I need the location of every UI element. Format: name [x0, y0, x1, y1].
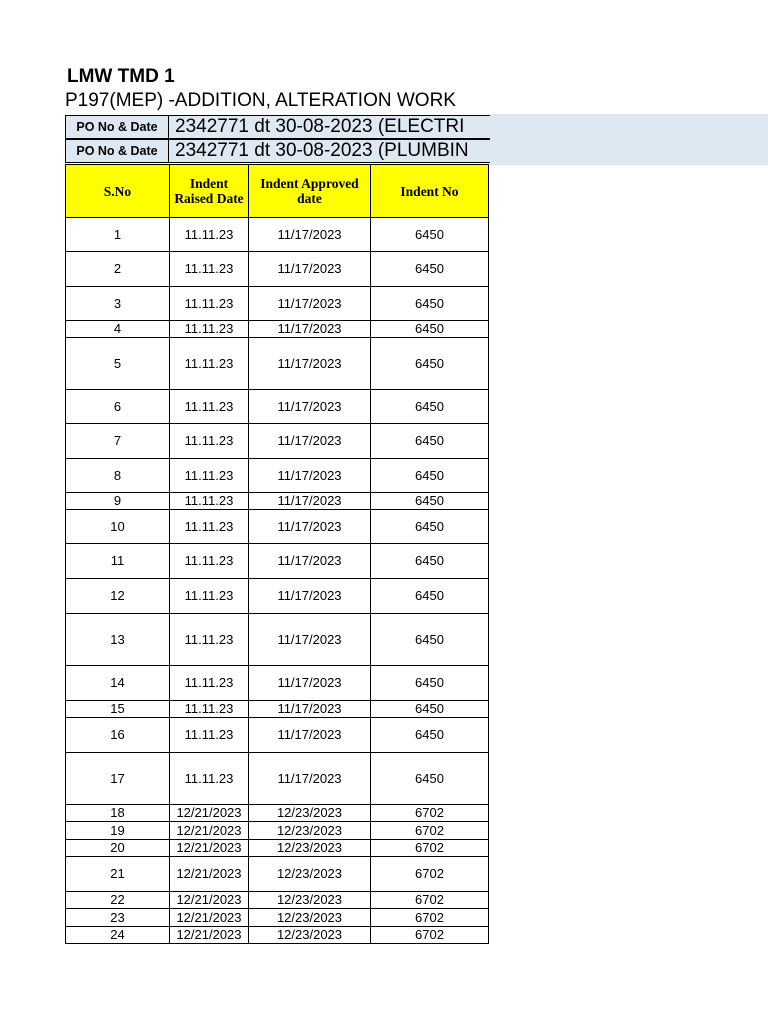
- sheet-subtitle: P197(MEP) -ADDITION, ALTERATION WORK: [65, 90, 456, 111]
- cell-approved-date: 11/17/2023: [249, 579, 371, 614]
- table-row: [66, 718, 489, 753]
- cell-sno: 15: [66, 701, 170, 718]
- po-band-fill: [490, 114, 768, 140]
- cell-raised-date: 11.11.23: [170, 493, 249, 510]
- cell-sno: 23: [66, 909, 170, 927]
- cell-approved-date: 11/17/2023: [249, 718, 371, 753]
- cell-approved-date: 11/17/2023: [249, 459, 371, 493]
- cell-sno: 1: [66, 218, 170, 252]
- cell-indent-no: 6450: [371, 390, 489, 424]
- cell-sno: 12: [66, 579, 170, 614]
- cell-approved-date: 11/17/2023: [249, 614, 371, 666]
- cell-raised-date: 12/21/2023: [170, 892, 249, 909]
- cell-raised-date: 12/21/2023: [170, 909, 249, 927]
- indent-table: [65, 164, 489, 944]
- cell-raised-date: 11.11.23: [170, 718, 249, 753]
- cell-sno: 16: [66, 718, 170, 753]
- col-header-indent-no: Indent No: [371, 165, 489, 218]
- cell-sno: 6: [66, 390, 170, 424]
- cell-approved-date: 11/17/2023: [249, 321, 371, 338]
- cell-raised-date: 12/21/2023: [170, 927, 249, 944]
- table-row: [66, 805, 489, 822]
- cell-indent-no: 6450: [371, 510, 489, 544]
- table-row: [66, 701, 489, 718]
- cell-sno: 22: [66, 892, 170, 909]
- table-header-row: [66, 165, 489, 218]
- cell-sno: 17: [66, 753, 170, 805]
- cell-raised-date: 11.11.23: [170, 753, 249, 805]
- table-row: [66, 666, 489, 701]
- cell-sno: 10: [66, 510, 170, 544]
- cell-sno: 4: [66, 321, 170, 338]
- cell-sno: 5: [66, 338, 170, 390]
- cell-sno: 20: [66, 840, 170, 857]
- cell-indent-no: 6450: [371, 218, 489, 252]
- cell-raised-date: 12/21/2023: [170, 857, 249, 892]
- cell-approved-date: 12/23/2023: [249, 909, 371, 927]
- cell-indent-no: 6450: [371, 287, 489, 321]
- cell-raised-date: 11.11.23: [170, 338, 249, 390]
- table-row: [66, 459, 489, 493]
- cell-raised-date: 11.11.23: [170, 218, 249, 252]
- cell-raised-date: 11.11.23: [170, 510, 249, 544]
- cell-approved-date: 11/17/2023: [249, 424, 371, 459]
- po-label: PO No & Date: [65, 115, 169, 139]
- cell-sno: 14: [66, 666, 170, 701]
- cell-raised-date: 11.11.23: [170, 252, 249, 287]
- table-row: [66, 338, 489, 390]
- cell-sno: 9: [66, 493, 170, 510]
- table-row: [66, 321, 489, 338]
- table-row: [66, 927, 489, 944]
- table-row: [66, 822, 489, 840]
- cell-approved-date: 12/23/2023: [249, 822, 371, 840]
- cell-sno: 8: [66, 459, 170, 493]
- cell-sno: 21: [66, 857, 170, 892]
- cell-indent-no: 6450: [371, 544, 489, 579]
- cell-indent-no: 6450: [371, 753, 489, 805]
- cell-raised-date: 12/21/2023: [170, 822, 249, 840]
- cell-sno: 19: [66, 822, 170, 840]
- cell-indent-no: 6702: [371, 927, 489, 944]
- sheet-title: LMW TMD 1: [67, 66, 175, 87]
- cell-indent-no: 6702: [371, 857, 489, 892]
- cell-raised-date: 12/21/2023: [170, 805, 249, 822]
- cell-approved-date: 12/23/2023: [249, 857, 371, 892]
- table-row: [66, 544, 489, 579]
- cell-indent-no: 6450: [371, 493, 489, 510]
- col-header-raised-date: Indent Raised Date: [170, 165, 249, 218]
- cell-sno: 18: [66, 805, 170, 822]
- table-row: [66, 857, 489, 892]
- cell-approved-date: 11/17/2023: [249, 338, 371, 390]
- cell-indent-no: 6450: [371, 252, 489, 287]
- cell-indent-no: 6702: [371, 822, 489, 840]
- table-row: [66, 909, 489, 927]
- po-label: PO No & Date: [65, 139, 169, 163]
- cell-raised-date: 11.11.23: [170, 424, 249, 459]
- table-row: [66, 424, 489, 459]
- cell-raised-date: 11.11.23: [170, 666, 249, 701]
- cell-sno: 13: [66, 614, 170, 666]
- cell-indent-no: 6702: [371, 909, 489, 927]
- cell-approved-date: 12/23/2023: [249, 840, 371, 857]
- cell-raised-date: 11.11.23: [170, 390, 249, 424]
- cell-indent-no: 6450: [371, 666, 489, 701]
- cell-approved-date: 12/23/2023: [249, 805, 371, 822]
- table-row: [66, 493, 489, 510]
- cell-sno: 2: [66, 252, 170, 287]
- table-row: [66, 252, 489, 287]
- cell-approved-date: 11/17/2023: [249, 753, 371, 805]
- col-header-approved-date: Indent Approved date: [249, 165, 371, 218]
- cell-raised-date: 11.11.23: [170, 321, 249, 338]
- cell-sno: 7: [66, 424, 170, 459]
- cell-approved-date: 11/17/2023: [249, 287, 371, 321]
- cell-approved-date: 11/17/2023: [249, 218, 371, 252]
- table-row: [66, 840, 489, 857]
- cell-indent-no: 6450: [371, 718, 489, 753]
- table-row: [66, 287, 489, 321]
- table-row: [66, 218, 489, 252]
- cell-raised-date: 12/21/2023: [170, 840, 249, 857]
- cell-sno: 3: [66, 287, 170, 321]
- po-value: 2342771 dt 30-08-2023 (ELECTRI: [169, 115, 490, 139]
- po-value: 2342771 dt 30-08-2023 (PLUMBIN: [169, 139, 490, 163]
- table-row: [66, 579, 489, 614]
- cell-indent-no: 6450: [371, 424, 489, 459]
- cell-indent-no: 6450: [371, 459, 489, 493]
- cell-indent-no: 6702: [371, 805, 489, 822]
- col-header-sno: S.No: [66, 165, 170, 218]
- cell-raised-date: 11.11.23: [170, 701, 249, 718]
- cell-indent-no: 6450: [371, 579, 489, 614]
- table-row: [66, 390, 489, 424]
- cell-approved-date: 11/17/2023: [249, 510, 371, 544]
- cell-indent-no: 6702: [371, 840, 489, 857]
- cell-approved-date: 11/17/2023: [249, 252, 371, 287]
- cell-raised-date: 11.11.23: [170, 287, 249, 321]
- cell-approved-date: 11/17/2023: [249, 666, 371, 701]
- table-row: [66, 892, 489, 909]
- cell-raised-date: 11.11.23: [170, 459, 249, 493]
- po-band-fill: [490, 139, 768, 165]
- table-row: [66, 510, 489, 544]
- cell-raised-date: 11.11.23: [170, 614, 249, 666]
- table-row: [66, 614, 489, 666]
- cell-indent-no: 6450: [371, 321, 489, 338]
- cell-approved-date: 11/17/2023: [249, 390, 371, 424]
- table-row: [66, 753, 489, 805]
- cell-indent-no: 6702: [371, 892, 489, 909]
- cell-approved-date: 11/17/2023: [249, 493, 371, 510]
- cell-sno: 24: [66, 927, 170, 944]
- cell-sno: 11: [66, 544, 170, 579]
- cell-indent-no: 6450: [371, 701, 489, 718]
- cell-raised-date: 11.11.23: [170, 544, 249, 579]
- cell-approved-date: 12/23/2023: [249, 927, 371, 944]
- table-body: [66, 218, 489, 944]
- cell-indent-no: 6450: [371, 614, 489, 666]
- cell-approved-date: 12/23/2023: [249, 892, 371, 909]
- cell-indent-no: 6450: [371, 338, 489, 390]
- cell-raised-date: 11.11.23: [170, 579, 249, 614]
- cell-approved-date: 11/17/2023: [249, 544, 371, 579]
- cell-approved-date: 11/17/2023: [249, 701, 371, 718]
